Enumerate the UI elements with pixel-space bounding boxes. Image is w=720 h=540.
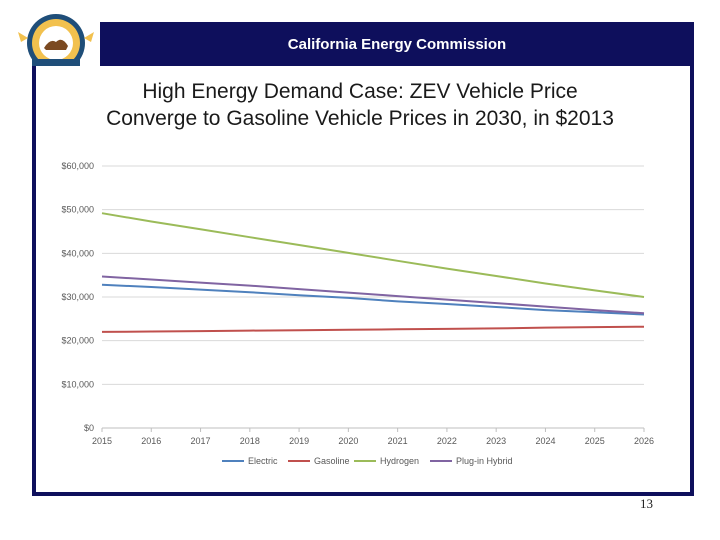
line-chart <box>46 152 668 476</box>
y-tick-label: $50,000 <box>61 204 94 215</box>
x-tick-label: 2019 <box>289 436 310 446</box>
energy-commission-logo <box>14 12 98 74</box>
y-tick-label: $60,000 <box>61 161 94 171</box>
y-tick-label: $30,000 <box>61 292 94 302</box>
series-line-electric <box>102 285 644 315</box>
slide-title-line-2: Converge to Gasoline Vehicle Prices in 2030, in $2013 <box>106 107 614 130</box>
x-tick-label: 2021 <box>387 436 408 446</box>
x-tick-label: 2018 <box>239 436 260 446</box>
y-tick-label: $40,000 <box>61 248 94 259</box>
slide-title-line-1: High Energy Demand Case: ZEV Vehicle Price <box>142 80 578 103</box>
series-line-hydrogen <box>102 213 644 297</box>
series-line-plug-in-hybrid <box>102 277 644 314</box>
header-bar <box>100 22 694 66</box>
legend-label-electric: Electric <box>248 456 278 466</box>
x-tick-label: 2024 <box>535 436 556 446</box>
y-tick-label: $0 <box>83 423 94 433</box>
legend-label-plug-in-hybrid: Plug-in Hybrid <box>456 456 513 466</box>
legend-label-hydrogen: Hydrogen <box>380 456 420 466</box>
y-tick-label: $20,000 <box>61 335 94 346</box>
slide-title <box>40 78 680 132</box>
series-line-gasoline <box>102 327 644 332</box>
x-tick-label: 2026 <box>633 436 655 446</box>
header-title: California Energy Commission <box>287 36 507 53</box>
y-tick-label: $10,000 <box>61 379 94 390</box>
legend-label-gasoline: Gasoline <box>314 456 350 466</box>
page-number: 13 <box>640 496 653 511</box>
x-tick-label: 2020 <box>338 436 359 446</box>
x-tick-label: 2016 <box>141 436 162 446</box>
x-tick-label: 2017 <box>190 436 211 446</box>
x-tick-label: 2025 <box>584 436 605 446</box>
x-tick-label: 2015 <box>91 436 113 446</box>
x-tick-label: 2022 <box>436 436 457 446</box>
x-tick-label: 2023 <box>486 436 507 446</box>
